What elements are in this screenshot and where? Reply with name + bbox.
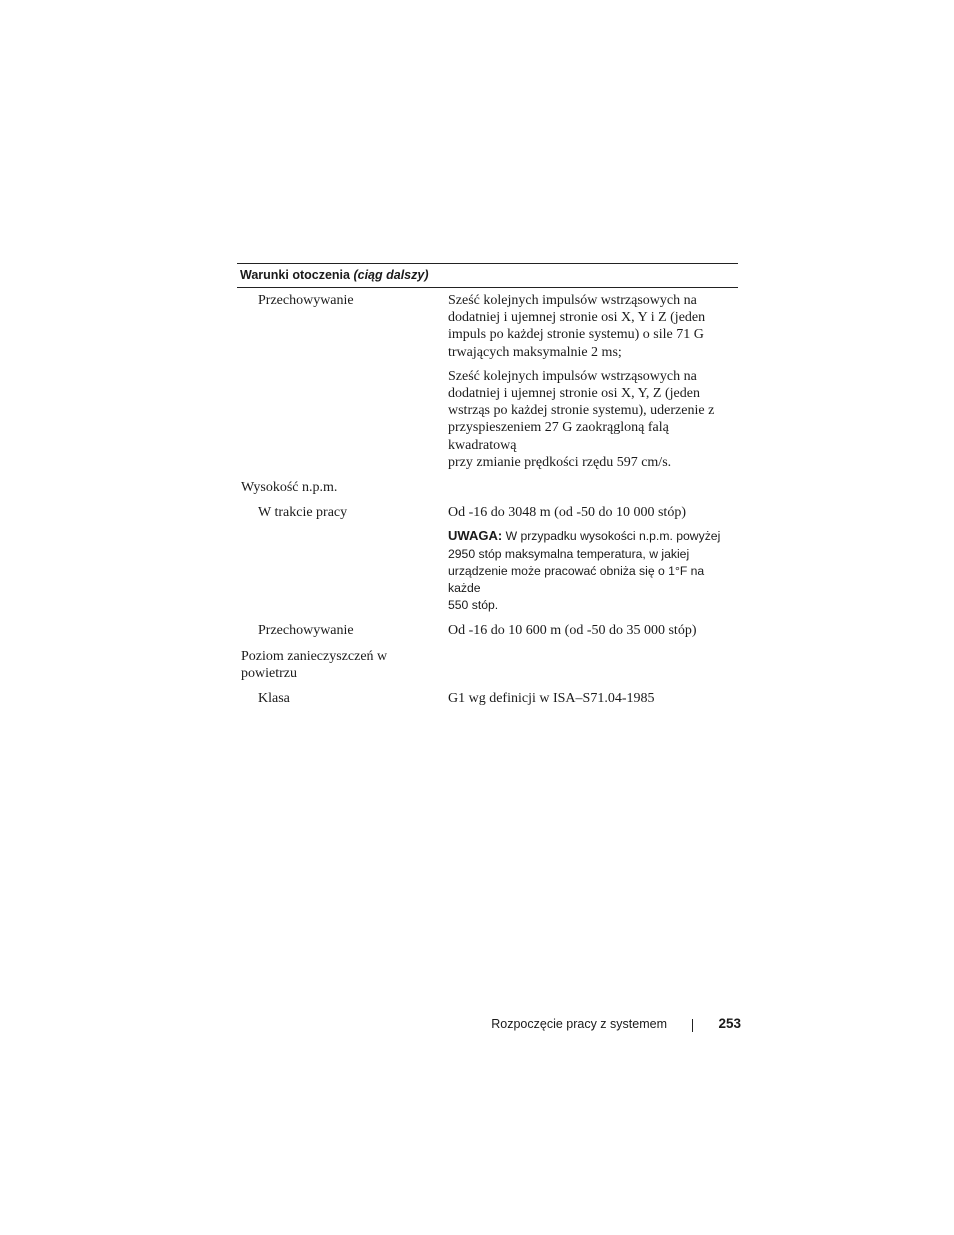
value-line: dodatniej i ujemnej stronie osi X, Y i Z (jeden (448, 310, 706, 326)
row-value-class (448, 690, 738, 707)
label-line: powietrzu (241, 665, 297, 681)
row-value-storage-shock-1 (448, 292, 738, 361)
value-line: Sześć kolejnych impulsów wstrząsowych na (448, 368, 697, 384)
table-row (237, 504, 738, 614)
table-body (237, 288, 738, 707)
value-line: G1 wg definicji w ISA–S71.04-1985 (448, 691, 655, 707)
footer-section-title: Rozpoczęcie pracy z systemem (491, 1017, 667, 1031)
note-line: 2950 stóp maksymalna temperatura, w jakiej (448, 546, 690, 561)
row-value-storage-altitude (448, 622, 738, 639)
value-line: Od -16 do 10 600 m (od -50 do 35 000 stóp) (448, 623, 697, 639)
row-label-contaminants (241, 648, 426, 682)
row-label-class: Klasa (258, 691, 290, 707)
label-line: Poziom zanieczyszczeń w (241, 648, 388, 664)
table-header (237, 264, 738, 287)
value-line: impuls po każdej stronie systemu) o sile 71 G (448, 327, 704, 343)
row-label-altitude: Wysokość n.p.m. (241, 480, 338, 496)
environment-table (237, 263, 738, 707)
value-line: trwających maksymalnie 2 ms; (448, 344, 622, 360)
table-row (237, 292, 738, 361)
value-line: przyspieszeniem 27 G zaokrągloną falą kwadratową (448, 420, 669, 453)
altitude-note (448, 527, 738, 614)
table-header-continuation: (ciąg dalszy) (353, 268, 429, 282)
footer-separator (692, 1019, 693, 1032)
note-line: W przypadku wysokości n.p.m. powyżej (505, 529, 721, 544)
row-value-storage-shock-2 (448, 368, 738, 471)
row-label-operating: W trakcie pracy (258, 505, 348, 521)
note-line: 550 stóp. (448, 598, 499, 613)
table-row (237, 368, 738, 471)
page-footer (0, 1015, 954, 1035)
table-row (237, 648, 738, 682)
value-line: wstrząs po każdej stronie systemu), uderzenie z (448, 403, 715, 419)
row-label-storage-shock: Przechowywanie (258, 293, 354, 308)
value-line: dodatniej i ujemnej stronie osi X, Y, Z (jeden (448, 386, 700, 402)
note-label: UWAGA: (448, 528, 503, 544)
page-number: 253 (718, 1016, 741, 1031)
table-row (237, 622, 738, 639)
table-row (237, 479, 738, 496)
table-row (237, 690, 738, 707)
row-label-storage-altitude: Przechowywanie (258, 623, 354, 639)
value-line: Od -16 do 3048 m (od -50 do 10 000 stóp) (448, 505, 686, 521)
value-line: Sześć kolejnych impulsów wstrząsowych na (448, 293, 697, 308)
value-line: przy zmianie prędkości rzędu 597 cm/s. (448, 454, 672, 470)
table-header-title: Warunki otoczenia (240, 268, 350, 282)
row-value-operating (448, 504, 738, 614)
note-line: urządzenie może pracować obniża się o 1°F na każde (448, 563, 705, 596)
